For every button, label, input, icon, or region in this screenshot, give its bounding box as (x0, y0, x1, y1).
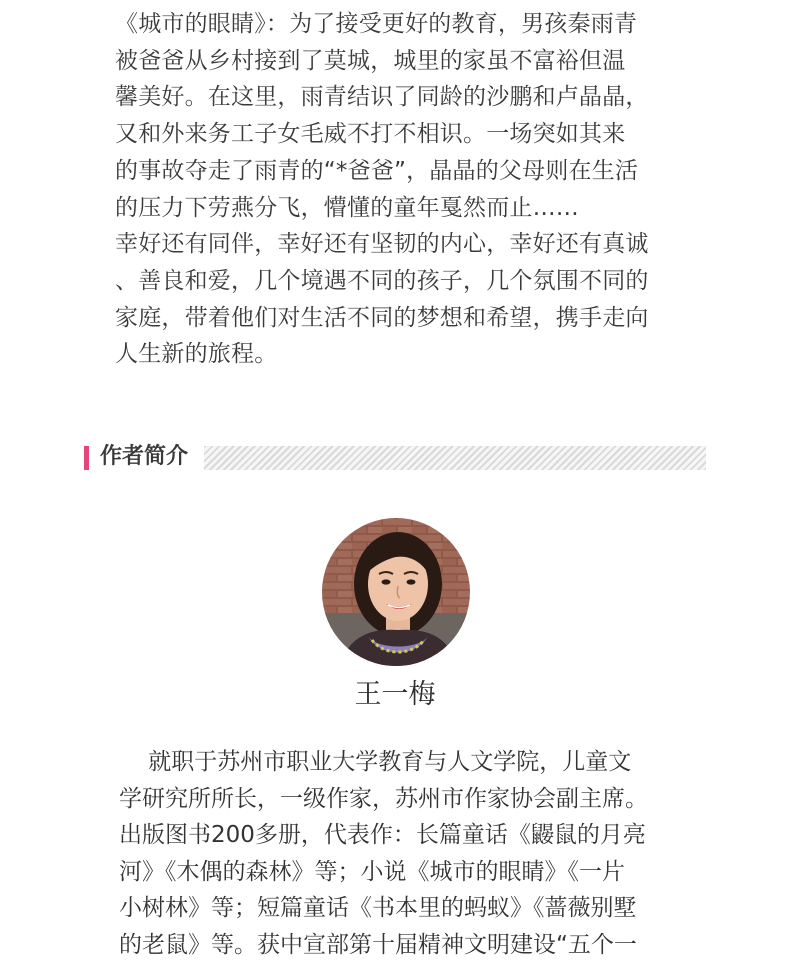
synopsis-line: 人生新的旅程。 (115, 341, 278, 368)
bio-line: 的老鼠》等。获中宣部第十届精神文明建设“五个一 (119, 931, 637, 958)
author-section-header (84, 444, 706, 472)
synopsis-line: 馨美好。在这里，雨青结识了同龄的沙鹏和卢晶晶， (115, 84, 649, 111)
bio-line: 就职于苏州市职业大学教育与人文学院，儿童文 (119, 749, 632, 775)
author-bio (119, 744, 679, 963)
bio-line: 学研究所所长，一级作家，苏州市作家协会副主席。 (119, 785, 648, 812)
bio-line: 出版图书200多册，代表作：长篇童话《鼹鼠的月亮 (119, 822, 646, 848)
synopsis-line: 幸好还有同伴，幸好还有坚韧的内心，幸好还有真诚 (115, 231, 649, 258)
synopsis-line: 家庭，带着他们对生活不同的梦想和希望，携手走向 (115, 304, 649, 331)
book-synopsis (115, 6, 690, 373)
section-title: 作者简介 (100, 444, 189, 469)
author-portrait-image (322, 518, 470, 666)
synopsis-line: 的压力下劳燕分飞，懵懂的童年戛然而止…… (115, 194, 579, 221)
synopsis-line: 、善良和爱，几个境遇不同的孩子，几个氛围不同的 (115, 267, 649, 294)
bio-line: 河》《木偶的森林》等；小说《城市的眼睛》《一片 (119, 858, 625, 885)
author-avatar (322, 518, 470, 666)
bio-line: 小树林》等；短篇童话《书本里的蚂蚁》《蔷薇别墅 (119, 895, 637, 921)
synopsis-line: 又和外来务工子女毛威不打不相识。一场突如其来 (115, 121, 626, 148)
section-accent-bar (84, 446, 89, 470)
author-name: 王一梅 (354, 679, 436, 710)
section-stripe-divider (204, 446, 706, 470)
synopsis-line: 的事故夺走了雨青的“*爸爸”，晶晶的父母则在生活 (115, 157, 639, 184)
synopsis-line: 被爸爸从乡村接到了莫城，城里的家虽不富裕但温 (115, 47, 626, 74)
synopsis-line: 《城市的眼睛》：为了接受更好的教育，男孩秦雨青 (115, 11, 638, 37)
